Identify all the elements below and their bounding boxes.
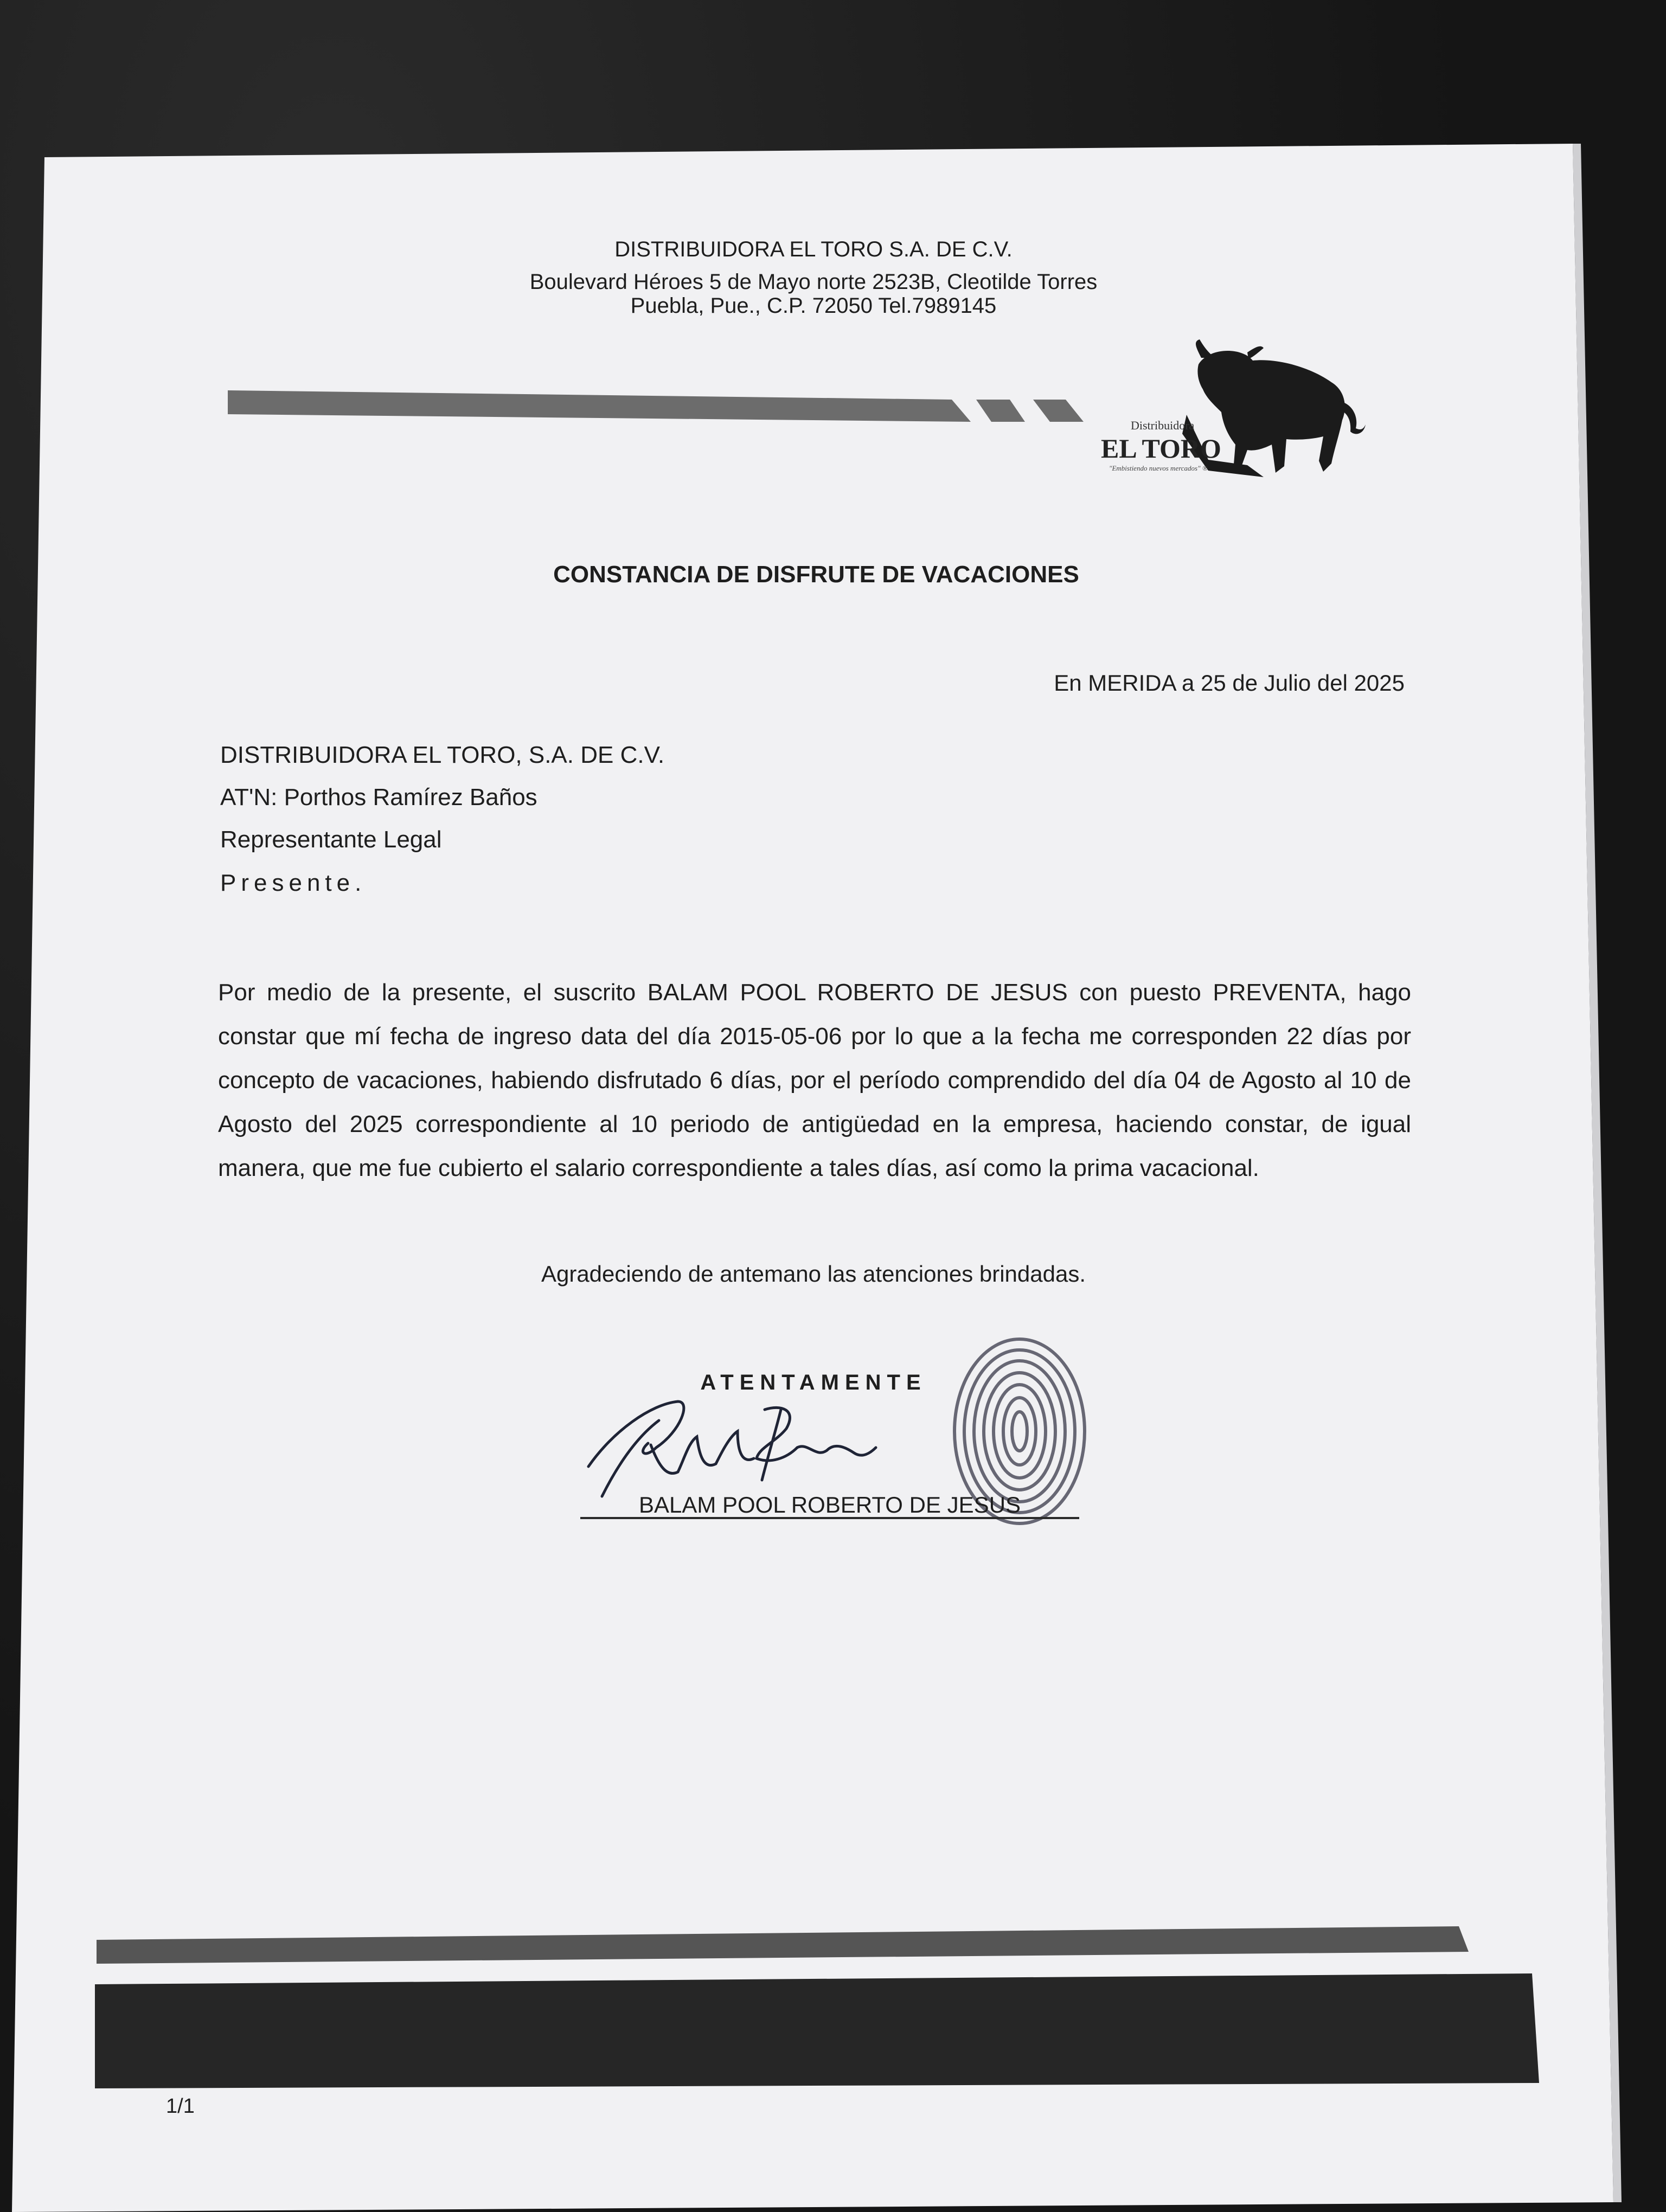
logo-tagline: "Embistiendo nuevos mercados" ®: [1109, 464, 1208, 472]
header-company-name: DISTRIBUIDORA EL TORO S.A. DE C.V.: [614, 237, 1013, 261]
regards-label: ATENTAMENTE: [700, 1371, 927, 1394]
recipient-attention: AT'N: Porthos Ramírez Baños: [220, 784, 537, 811]
signature-icon: [588, 1401, 876, 1496]
logo-brand-name: EL TORO: [1101, 433, 1221, 464]
page-number: 1/1: [166, 2095, 195, 2118]
recipient-company: DISTRIBUIDORA EL TORO, S.A. DE C.V.: [220, 742, 665, 768]
body-paragraph: Por medio de la presente, el suscrito BALAM POOL ROBERTO DE JESUS con puesto PREVENTA, hago constar que mí fecha de ingreso data del día 2015-05-06 por lo que a la fecha me corresponden 22 días por concepto de vacaciones, habiendo disfrutado 6 días, por el período comprendido del día 04 de Agosto al 10 de Agosto del 2025 correspondiente al 10 periodo de antigüedad en la empresa, haciendo constar, de igual manera, que me fue cubierto el salario correspondiente a tales días, así como la prima vacacional.: [218, 979, 1411, 1181]
recipient-role: Representante Legal: [220, 826, 442, 853]
closing-line: Agradeciendo de antemano las atenciones brindadas.: [541, 1261, 1086, 1287]
document-title: CONSTANCIA DE DISFRUTE DE VACACIONES: [553, 561, 1079, 588]
place-date: En MERIDA a 25 de Julio del 2025: [1054, 670, 1405, 696]
footer-bar: [97, 1926, 1469, 1964]
header-address-line1: Boulevard Héroes 5 de Mayo norte 2523B, Cleotilde Torres: [529, 270, 1098, 294]
signer-name: BALAM POOL ROBERTO DE JESUS: [638, 1492, 1021, 1517]
header-address-line2: Puebla, Pue., C.P. 72050 Tel.7989145: [630, 294, 997, 318]
footer-block: [95, 1973, 1539, 2088]
recipient-present: Presente.: [220, 870, 367, 896]
logo-small-word: Distribuidora: [1131, 419, 1195, 432]
